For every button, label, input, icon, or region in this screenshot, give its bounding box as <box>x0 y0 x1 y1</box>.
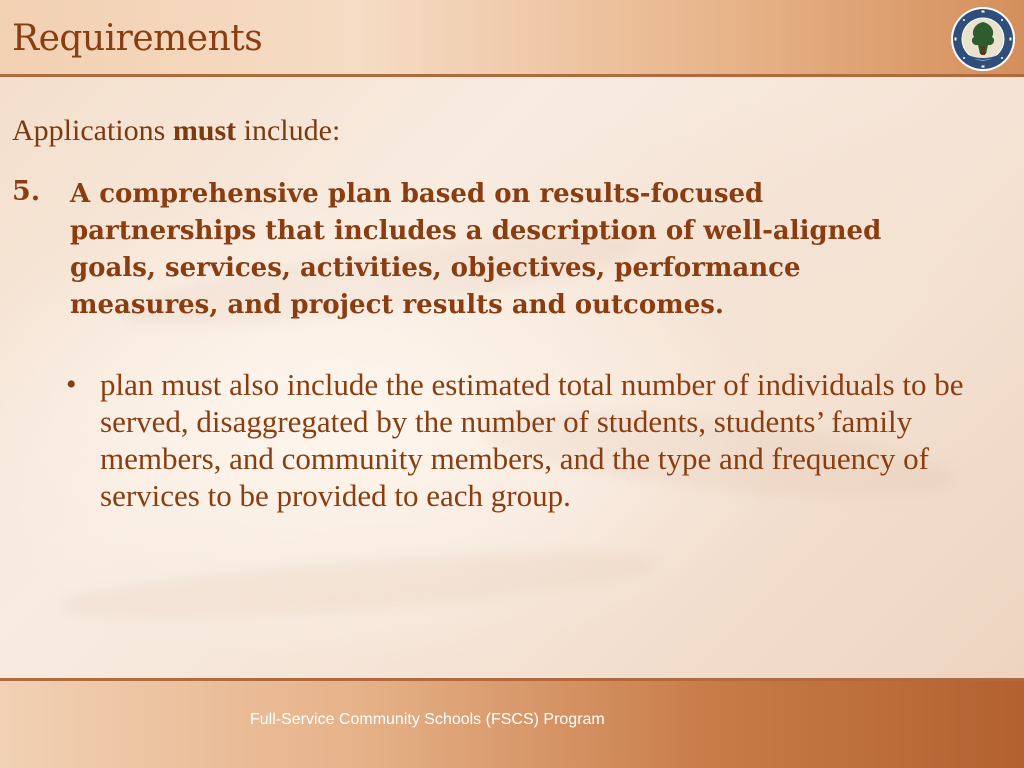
footer-program-name: Full-Service Community Schools (FSCS) Program <box>250 711 605 728</box>
intro-line <box>12 114 340 148</box>
title-divider <box>0 74 1024 77</box>
department-seal-logo <box>950 6 1016 72</box>
item-text: A comprehensive plan based on results-focused partnerships that includes a description of well-aligned goals, services, activities, objectives, performance measures, and project results and outcomes. <box>70 179 882 320</box>
intro-suffix: include: <box>236 114 341 147</box>
sub-bullet-text: plan must also include the estimated total number of individuals to be served, disaggregated by the number of students, students’ family members, and community members, and the type and frequency of services to be provided to each group. <box>100 367 964 513</box>
item-number: 5. <box>12 176 41 207</box>
slide-title: Requirements <box>12 18 263 59</box>
intro-emphasis: must <box>172 114 237 147</box>
background-texture <box>59 539 661 631</box>
bullet-marker: • <box>66 368 77 401</box>
intro-prefix: Applications <box>12 114 173 147</box>
